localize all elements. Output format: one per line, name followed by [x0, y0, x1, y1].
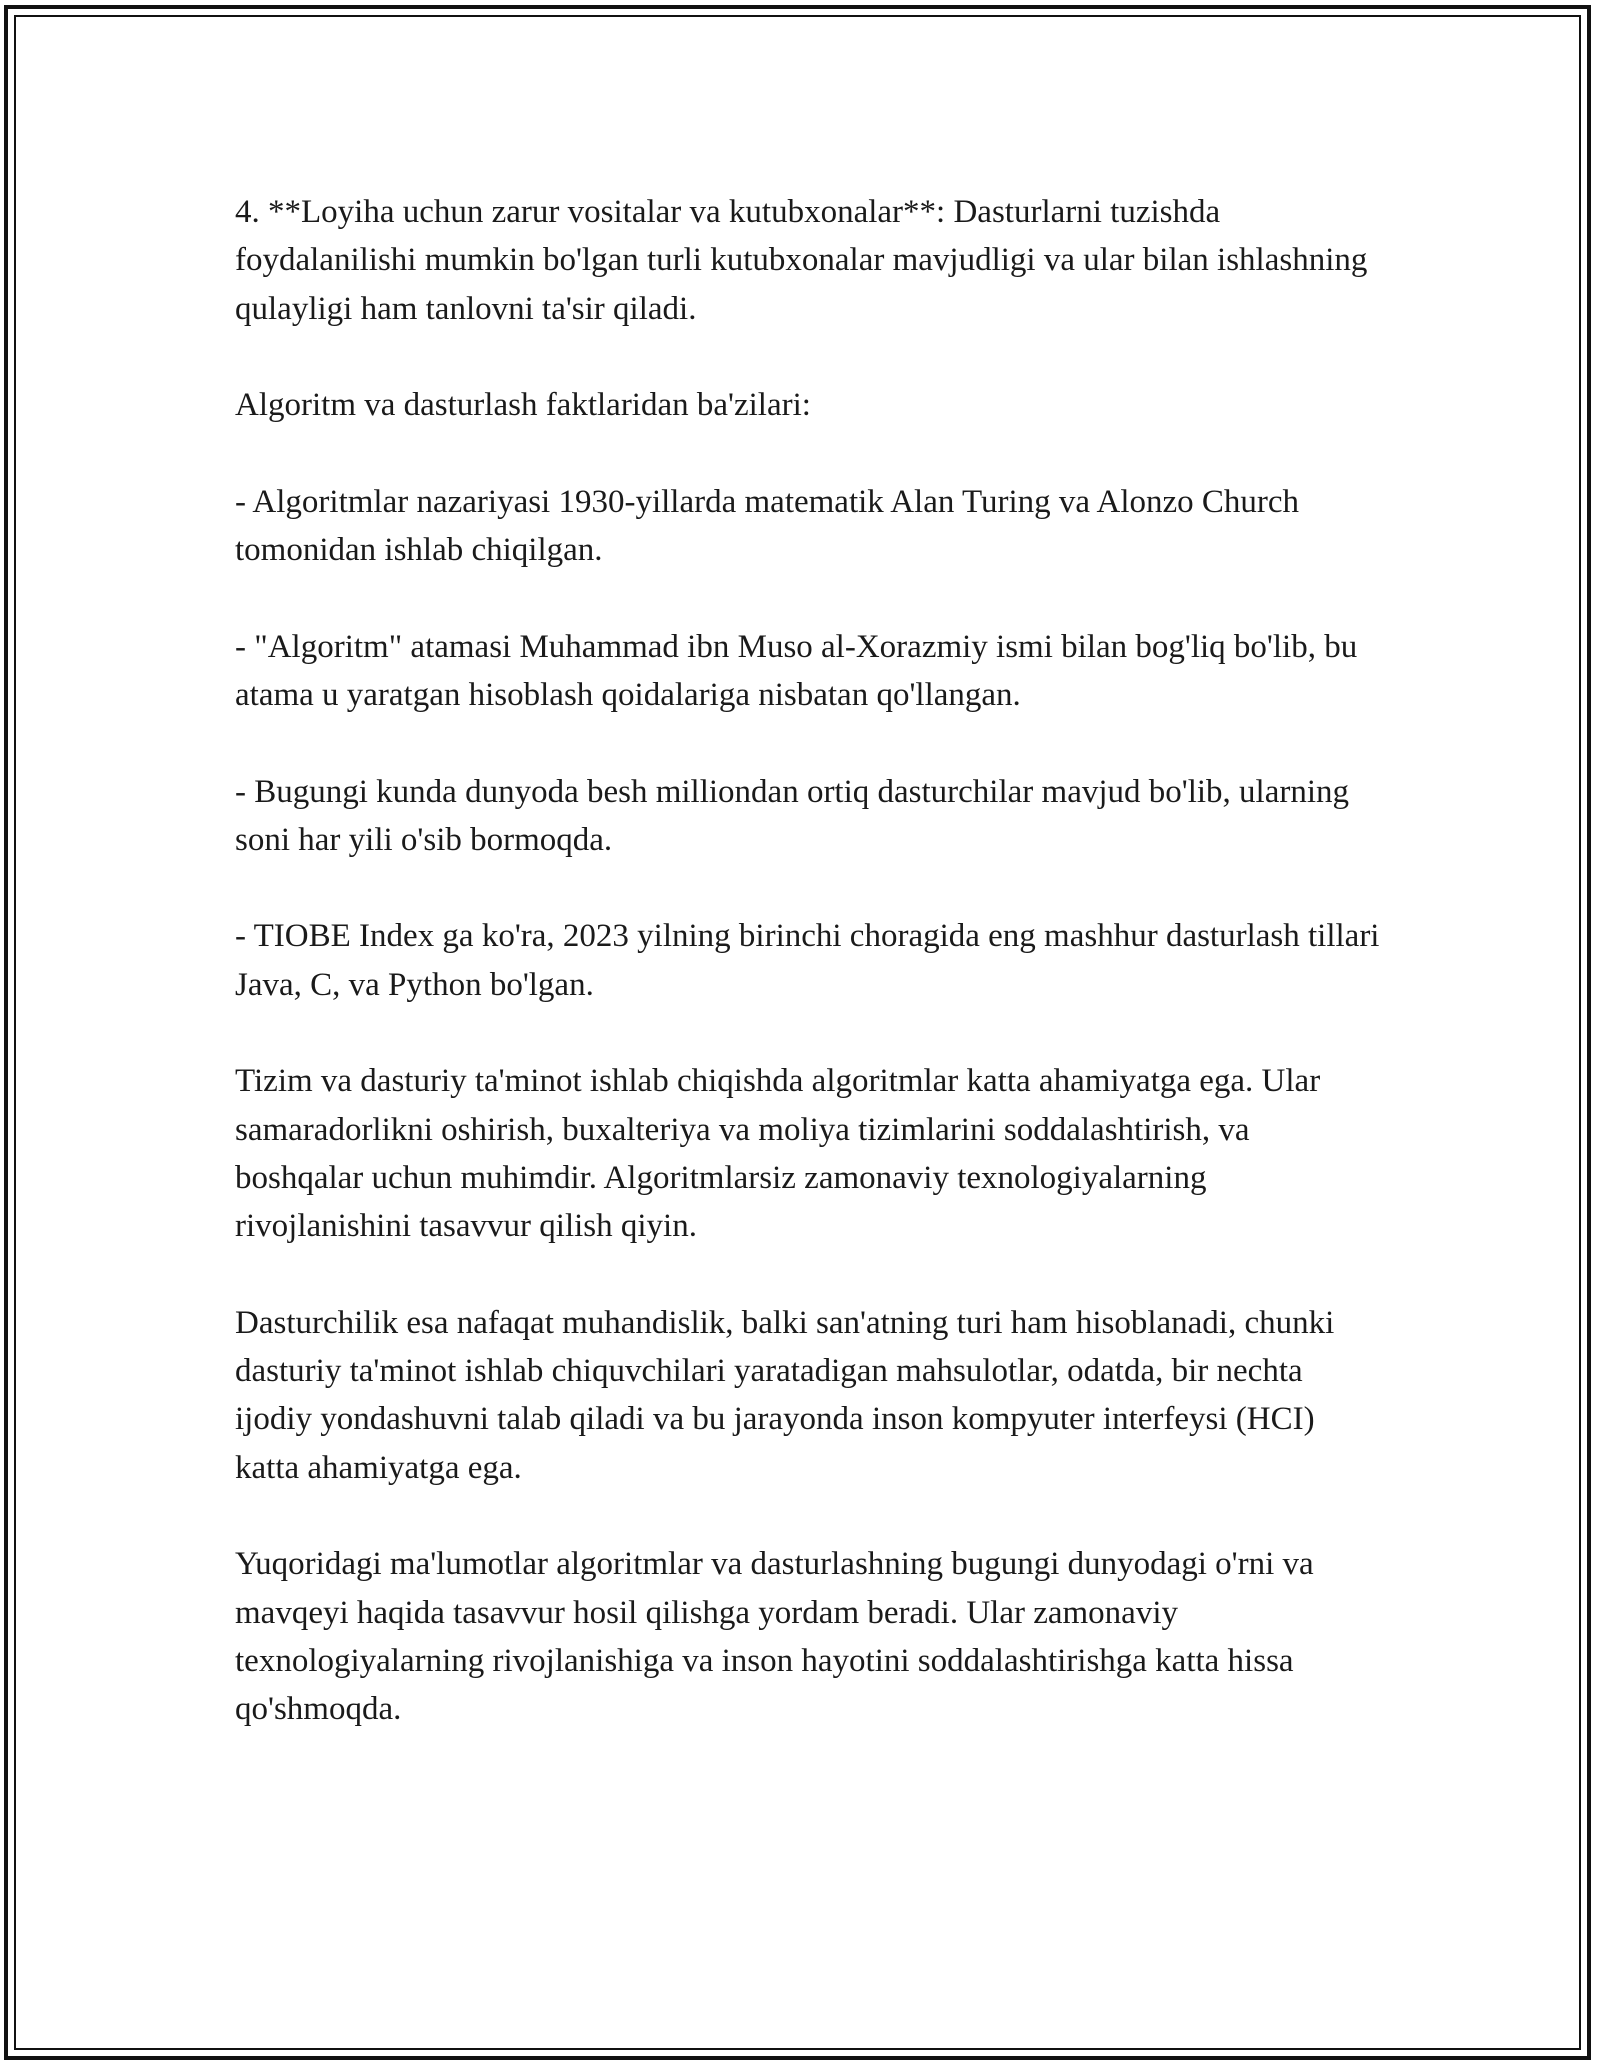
- document-body: [235, 188, 1385, 1782]
- fact-tiobe-index: - TIOBE Index ga ko'ra, 2023 yilning birinchi choragida eng mashhur dasturlash tillari Java, C, va Python bo'lgan.: [235, 918, 1380, 1003]
- paragraph-conclusion: Yuqoridagi ma'lumotlar algoritmlar va dasturlashning bugungi dunyodagi o'rni va mavqeyi haqida tasavvur hosil qilishga yordam beradi. Ular zamonaviy texnologiyalarning rivojlanishiga va inson hayotini soddalashtirishga katta hissa qo'shmoqda.: [235, 1546, 1314, 1728]
- paragraph-tools-libraries: 4. **Loyiha uchun zarur vositalar va kutubxonalar**: Dasturlarni tuzishda foydalanilishi mumkin bo'lgan turli kutubxonalar mavjudligi va ular bilan ishlashning qulayligi ham tanlovni ta'sir qiladi.: [235, 194, 1368, 327]
- fact-algorithm-term: - "Algoritm" atamasi Muhammad ibn Muso al-Xorazmiy ismi bilan bog'liq bo'lib, bu atama u yaratgan hisoblash qoidalariga nisbatan qo'llangan.: [235, 628, 1358, 713]
- paragraph-facts-heading: Algoritm va dasturlash faktlaridan ba'zilari:: [235, 387, 811, 424]
- fact-programmer-count: - Bugungi kunda dunyoda besh milliondan ortiq dasturchilar mavjud bo'lib, ularning soni har yili o'sib bormoqda.: [235, 773, 1350, 858]
- fact-algorithm-theory: - Algoritmlar nazariyasi 1930-yillarda matematik Alan Turing va Alonzo Church tomonidan ishlab chiqilgan.: [235, 483, 1300, 569]
- paragraph-programming-art: Dasturchilik esa nafaqat muhandislik, balki san'atning turi ham hisoblanadi, chunki dasturiy ta'minot ishlab chiquvchilari yaratadigan mahsulotlar, odatda, bir nechta ijodiy yondashuvni talab qiladi va bu jarayonda inson kompyuter interfeysi (HCI) katta ahamiyatga ega.: [235, 1304, 1335, 1486]
- paragraph-algorithms-importance: Tizim va dasturiy ta'minot ishlab chiqishda algoritmlar katta ahamiyatga ega. Ular samaradorlikni oshirish, buxalteriya va moliya tizimlarini soddalashtirish, va boshqalar uchun muhimdir. Algoritmlarsiz zamonaviy texnologiyalarning rivojlanishini tasavvur qilish qiyin.: [235, 1063, 1321, 1245]
